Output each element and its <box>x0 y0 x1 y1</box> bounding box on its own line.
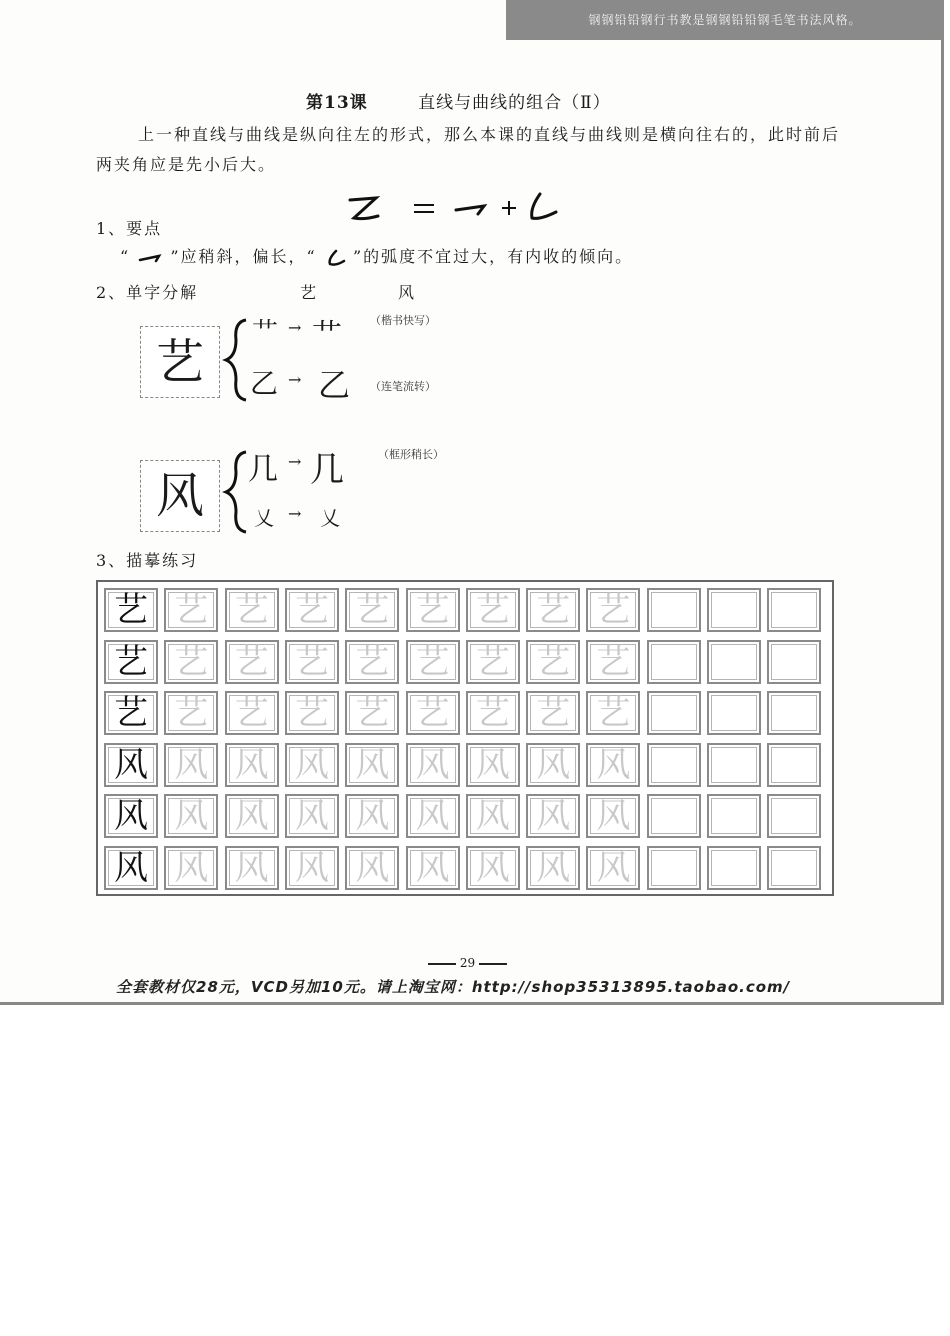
yi-note-top: （楷书快写） <box>370 314 436 327</box>
trace-cell <box>164 588 218 632</box>
cell-inner-border <box>771 644 817 680</box>
lesson-title <box>306 88 611 113</box>
trace-char: 风 <box>415 796 450 836</box>
blank-cell <box>767 846 821 890</box>
yi-brace <box>222 318 252 402</box>
trace-char: 风 <box>536 744 571 785</box>
yi-sample-char: 艺 <box>155 334 204 390</box>
trace-cell <box>586 794 640 838</box>
blank-cell <box>647 691 701 735</box>
trace-char: 艺 <box>355 641 390 682</box>
trace-char: 艺 <box>294 641 329 682</box>
trace-cell <box>406 794 460 838</box>
trace-cell <box>466 588 520 632</box>
trace-cell <box>586 846 640 890</box>
yi-sample-box <box>140 326 220 398</box>
trace-cell <box>285 743 339 787</box>
model-cell <box>104 691 158 735</box>
trace-cell <box>406 588 460 632</box>
page-number-text: 29 <box>459 956 476 970</box>
trace-cell <box>526 691 580 735</box>
yi-top-a: 艹 <box>252 318 279 348</box>
trace-cell <box>586 691 640 735</box>
trace-char: 风 <box>174 847 209 888</box>
trace-char: 艺 <box>294 693 329 733</box>
cell-inner-border <box>711 798 757 834</box>
cell-inner-border <box>651 850 697 886</box>
trace-cell <box>466 743 520 787</box>
trace-char: 风 <box>415 744 450 785</box>
arrow-right-icon: → <box>288 318 302 337</box>
trace-char: 艺 <box>475 693 510 733</box>
blank-cell <box>707 640 761 684</box>
trace-char: 风 <box>294 847 329 888</box>
trace-char: 艺 <box>234 693 269 733</box>
blank-cell <box>707 846 761 890</box>
trace-cell <box>345 588 399 632</box>
cell-inner-border <box>711 592 757 628</box>
trace-char: 艺 <box>415 590 450 630</box>
divider <box>428 963 456 965</box>
trace-cell <box>225 640 279 684</box>
trace-cell <box>406 846 460 890</box>
trace-char: 艺 <box>294 590 329 630</box>
blank-cell <box>767 640 821 684</box>
trace-cell <box>225 588 279 632</box>
trace-cell <box>466 640 520 684</box>
trace-cell <box>526 846 580 890</box>
feng-top-b: 几 <box>310 450 344 490</box>
trace-char: 艺 <box>174 641 209 682</box>
yi-bottom-b: 乙 <box>318 366 351 404</box>
trace-char: 风 <box>475 847 510 888</box>
arrow-right-icon: → <box>288 370 302 389</box>
blank-cell <box>707 691 761 735</box>
trace-char: 风 <box>475 744 510 785</box>
trace-char: 风 <box>355 847 390 888</box>
yi-bottom-a: 乙 <box>250 367 279 400</box>
trace-char: 风 <box>174 744 209 785</box>
blank-cell <box>647 588 701 632</box>
arrow-right-icon: → <box>288 452 302 471</box>
blank-cell <box>707 794 761 838</box>
blank-cell <box>767 691 821 735</box>
yi-note-bottom: （连笔流转） <box>370 380 436 393</box>
cell-inner-border <box>711 644 757 680</box>
cell-inner-border <box>651 747 697 783</box>
model-char: 风 <box>114 796 148 836</box>
feng-note-top: （框形稍长） <box>378 448 444 461</box>
trace-char: 艺 <box>355 590 390 630</box>
model-cell <box>104 846 158 890</box>
footer-ad: 全套教材仅28元，VCD另加10元。请上淘宝网：http://shop35313895.taobao.com/ <box>116 978 791 996</box>
trace-cell <box>285 794 339 838</box>
trace-cell <box>225 691 279 735</box>
yi-top-b: 艹 <box>312 318 342 353</box>
practice-grid <box>96 580 834 896</box>
point-text-end: ”的弧度不宜过大，有内收的倾向。 <box>352 247 634 266</box>
section-1-heading: 1、要点 <box>96 219 163 238</box>
trace-char: 艺 <box>475 641 510 682</box>
cell-inner-border <box>651 644 697 680</box>
trace-cell <box>586 588 640 632</box>
trace-char: 风 <box>536 796 571 836</box>
trace-cell <box>285 640 339 684</box>
trace-char: 艺 <box>475 590 510 630</box>
curve-stroke-icon <box>324 249 346 267</box>
trace-char: 风 <box>174 796 209 836</box>
feng-bottom-b: 乂 <box>320 506 340 530</box>
trace-cell <box>466 691 520 735</box>
lesson-label: 第13课 <box>306 93 368 113</box>
cell-inner-border <box>771 695 817 731</box>
trace-cell <box>345 691 399 735</box>
trace-char: 风 <box>536 847 571 888</box>
trace-cell <box>345 743 399 787</box>
trace-cell <box>466 846 520 890</box>
trace-char: 艺 <box>596 590 631 630</box>
cell-inner-border <box>771 592 817 628</box>
trace-char: 艺 <box>415 693 450 733</box>
trace-char: 艺 <box>234 641 269 682</box>
horizontal-stroke-icon <box>137 251 163 265</box>
blank-cell <box>767 743 821 787</box>
trace-cell <box>466 794 520 838</box>
model-cell <box>104 588 158 632</box>
point-text-middle: ”应稍斜，偏长，“ <box>170 247 317 266</box>
trace-char: 艺 <box>536 641 571 682</box>
trace-cell <box>225 846 279 890</box>
section-2-heading: 2、单字分解 <box>96 283 199 302</box>
trace-cell <box>406 691 460 735</box>
model-cell <box>104 743 158 787</box>
trace-cell <box>285 588 339 632</box>
trace-cell <box>345 640 399 684</box>
trace-char: 艺 <box>355 693 390 733</box>
feng-bottom-a: 乂 <box>254 506 274 530</box>
trace-char: 风 <box>596 744 631 785</box>
trace-cell <box>225 743 279 787</box>
blank-cell <box>767 588 821 632</box>
model-cell <box>104 640 158 684</box>
trace-char: 艺 <box>596 693 631 733</box>
trace-char: 风 <box>294 744 329 785</box>
cell-inner-border <box>711 695 757 731</box>
cell-inner-border <box>771 850 817 886</box>
blank-cell <box>707 588 761 632</box>
trace-char: 风 <box>355 744 390 785</box>
trace-char: 风 <box>234 847 269 888</box>
page-number <box>428 956 507 970</box>
feng-sample-box <box>140 460 220 532</box>
blank-cell <box>647 743 701 787</box>
blank-cell <box>647 794 701 838</box>
trace-cell <box>225 794 279 838</box>
cell-inner-border <box>651 695 697 731</box>
divider <box>479 963 507 965</box>
feng-sample-char: 风 <box>155 468 204 524</box>
trace-char: 艺 <box>415 641 450 682</box>
trace-cell <box>345 794 399 838</box>
model-cell <box>104 794 158 838</box>
model-char: 风 <box>114 744 148 785</box>
trace-char: 艺 <box>174 693 209 733</box>
header-banner: 钢钢铅铅钢行书教是钢钢铅铅钢毛笔书法风格。 <box>506 0 944 40</box>
model-char: 艺 <box>114 641 148 682</box>
cell-inner-border <box>771 747 817 783</box>
trace-cell <box>526 794 580 838</box>
trace-cell <box>526 640 580 684</box>
decomp-char-2: 风 <box>398 283 415 302</box>
trace-cell <box>164 640 218 684</box>
trace-cell <box>164 743 218 787</box>
trace-cell <box>164 691 218 735</box>
blank-cell <box>647 640 701 684</box>
trace-cell <box>164 846 218 890</box>
trace-char: 艺 <box>596 641 631 682</box>
intro-paragraph: 上一种直线与曲线是纵向往左的形式，那么本课的直线与曲线则是横向往右的，此时前后两夹角应是先小后大。 <box>96 125 841 174</box>
trace-char: 风 <box>596 847 631 888</box>
cell-inner-border <box>651 592 697 628</box>
cell-inner-border <box>771 798 817 834</box>
model-char: 艺 <box>114 693 148 733</box>
trace-char: 艺 <box>174 590 209 630</box>
trace-cell <box>586 743 640 787</box>
section-3-heading: 3、描摹练习 <box>96 551 199 570</box>
cell-inner-border <box>711 747 757 783</box>
trace-char: 艺 <box>536 693 571 733</box>
trace-char: 风 <box>355 796 390 836</box>
trace-char: 风 <box>415 847 450 888</box>
trace-cell <box>285 691 339 735</box>
trace-char: 风 <box>234 796 269 836</box>
trace-cell <box>406 640 460 684</box>
section-1-text <box>120 244 633 267</box>
stroke-formula-illustration <box>344 188 564 228</box>
blank-cell <box>647 846 701 890</box>
trace-char: 艺 <box>536 590 571 630</box>
decomp-char-1: 艺 <box>300 283 317 302</box>
trace-char: 艺 <box>234 590 269 630</box>
trace-cell <box>526 588 580 632</box>
trace-char: 风 <box>294 796 329 836</box>
arrow-right-icon: → <box>288 504 302 523</box>
lesson-subtitle: 直线与曲线的组合（Ⅱ） <box>418 93 611 113</box>
model-char: 艺 <box>114 590 148 630</box>
trace-char: 风 <box>475 796 510 836</box>
cell-inner-border <box>711 850 757 886</box>
trace-char: 风 <box>234 744 269 785</box>
trace-cell <box>345 846 399 890</box>
trace-cell <box>406 743 460 787</box>
trace-cell <box>285 846 339 890</box>
blank-cell <box>707 743 761 787</box>
model-char: 风 <box>114 847 148 888</box>
point-quote-open: “ <box>120 247 131 266</box>
trace-char: 风 <box>596 796 631 836</box>
cell-inner-border <box>651 798 697 834</box>
trace-cell <box>164 794 218 838</box>
trace-cell <box>526 743 580 787</box>
trace-cell <box>586 640 640 684</box>
feng-top-a: 几 <box>248 452 278 487</box>
blank-cell <box>767 794 821 838</box>
